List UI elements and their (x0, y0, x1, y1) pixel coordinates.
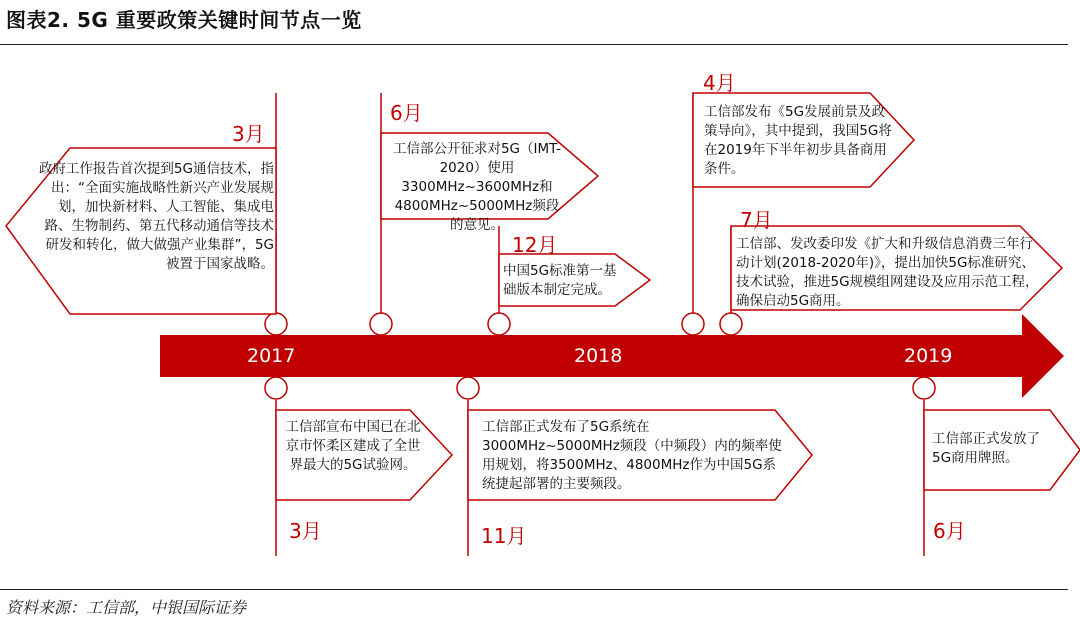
node-2018-apr-top (682, 313, 704, 335)
node-2017-jun-top (370, 313, 392, 335)
month-label: 3月 (289, 519, 322, 543)
event-text: 工信部发布《5G发展前景及政策导向》，其中提到，我国5G将在2019年下半年初步具备商用条件。 (704, 104, 892, 177)
source-note: 资料来源：工信部，中银国际证券 (6, 598, 247, 617)
month-label: 3月 (232, 122, 265, 146)
month-label: 7月 (740, 208, 773, 232)
figure-title: 图表2. 5G 重要政策关键时间节点一览 (6, 8, 362, 32)
node-2017-dec-top (488, 313, 510, 335)
year-label: 2019 (904, 345, 953, 367)
year-label: 2017 (247, 345, 296, 367)
node-2018-jul-top (720, 313, 742, 335)
event-text: 工信部正式发放了5G商用牌照。 (932, 431, 1040, 466)
month-label: 4月 (703, 71, 736, 95)
event-text: 工信部正式发布了5G系统在3000MHz~5000MHz频段（中频段）内的频率使用规划，将3500MHz、4800MHz作为中国5G系统捷起部署的主要频段。 (482, 419, 782, 492)
event-text: 工信部宣布中国已在北京市怀柔区建成了全世界最大的5G试验网。 (285, 419, 421, 473)
month-label: 6月 (933, 519, 966, 543)
node-2019-jun-bottom (913, 377, 935, 399)
month-label: 11月 (481, 524, 527, 548)
month-label: 12月 (512, 233, 558, 257)
year-label: 2018 (574, 345, 623, 367)
bottom-rule (0, 589, 1068, 590)
event-text: 工信部、发改委印发《扩大和升级信息消费三年行动计划(2018-2020年)》，提出加快5G标准研究、技术试验，推进5G规模组网建设及应用示范工程，确保启动5G商用。 (736, 236, 1039, 309)
node-2017-mar-top (265, 313, 287, 335)
month-label: 6月 (390, 101, 423, 125)
event-text: 工信部公开征求对5G（IMT-2020）使用3300MHz~3600MHz和4800MHz~5000MHz频段的意见。 (392, 141, 562, 233)
event-text: 中国5G标准第一基础版本制定完成。 (503, 263, 617, 298)
node-2017-mar-bottom (265, 377, 287, 399)
event-text: 政府工作报告首次提到5G通信技术，指出：“全面实施战略性新兴产业发展规划，加快新材料、人工智能、集成电路、生物制药、第五代移动通信等技术研发和转化，做大做强产业集群”，5G被置于国家战略。 (38, 161, 274, 272)
node-2017-nov-bottom (457, 377, 479, 399)
